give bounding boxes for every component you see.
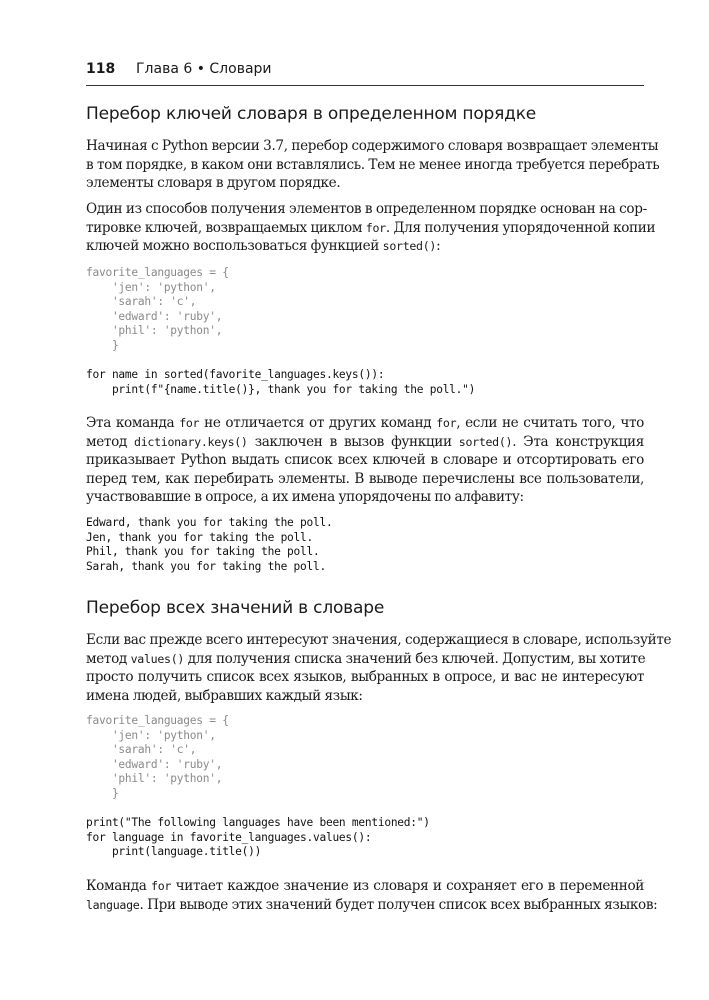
text-line (86, 219, 656, 238)
text-run: . Эта конструкция (512, 433, 644, 450)
text-line: просто получить список всех языков, выбранных в опросе, и вас не интересуют (86, 669, 644, 686)
text-run: , если не считать того, что (456, 415, 644, 431)
code-line: Phil, thank you for taking the poll. (86, 545, 320, 559)
code-line: for name in sorted(favorite_languages.keys()): (86, 368, 385, 381)
code-block-dict-2 (86, 714, 229, 802)
code-line: for language in favorite_languages.values(): (86, 830, 372, 844)
text-line (86, 414, 644, 433)
code-line: } (86, 786, 119, 800)
text-line: Один из способов получения элементов в определенном порядке основан на сор- (86, 201, 647, 217)
code-line: 'sarah': 'c', (86, 743, 197, 757)
code-line: print(language.title()) (86, 845, 262, 859)
text-run: метод (86, 650, 131, 667)
section-title-values: Перебор всех значений в словаре (86, 598, 385, 618)
code-line: favorite_languages = { (86, 266, 229, 279)
text-line: приказывает Python выдать список всех ключей в словаре и отсортировать его (86, 452, 644, 469)
text-line (86, 650, 644, 669)
page-number: 118 (86, 61, 116, 77)
code-line: 'edward': 'ruby', (86, 309, 223, 323)
text-line (86, 237, 644, 256)
inline-code: dictionary.keys() (134, 434, 248, 449)
text-run: : (436, 238, 441, 255)
inline-code: for (179, 416, 200, 430)
inline-code: for (436, 416, 457, 430)
code-line: 'phil': 'python', (86, 772, 223, 786)
text-run: заключен в вызов функции (247, 433, 459, 450)
text-line (86, 877, 644, 896)
inline-code: sorted() (458, 434, 513, 449)
paragraph-values-explanation (86, 877, 658, 914)
code-line: 'jen': 'python', (86, 728, 216, 742)
inline-code: for (365, 220, 386, 235)
code-block-sorted-loop (86, 368, 475, 397)
text-run: . При выводе этих значений будет получен список всех выбранных языков: (139, 896, 658, 913)
code-line: Jen, thank you for taking the poll. (86, 530, 313, 544)
code-line: Edward, thank you for taking the poll. (86, 516, 333, 529)
code-line: favorite_languages = { (86, 714, 229, 727)
page-header (86, 60, 644, 86)
code-line: 'edward': 'ruby', (86, 757, 223, 771)
code-block-output-1 (86, 516, 332, 574)
code-line: print(f"{name.title()}, thank you for taking the poll.") (86, 382, 476, 396)
code-line: 'phil': 'python', (86, 324, 223, 338)
code-line: 'jen': 'python', (86, 280, 216, 294)
section-title-sorted-keys: Перебор ключей словаря в определенном порядке (86, 104, 537, 124)
text-run: Эта команда (86, 415, 180, 431)
code-block-dict-1 (86, 266, 229, 354)
chapter-title: Глава 6 • Словари (136, 61, 272, 77)
text-run: Команда (86, 878, 152, 894)
code-line: Sarah, thank you for taking the poll. (86, 559, 326, 573)
code-line: } (86, 338, 119, 352)
paragraph-sorting (86, 200, 656, 256)
inline-code: for (151, 879, 172, 893)
text-line (86, 433, 644, 452)
inline-code: values() (130, 651, 185, 666)
text-run: для получения списка значений без ключей. Допустим, вы хотите (184, 650, 646, 667)
text-run: тировке ключей, возвращаемых циклом (86, 219, 366, 236)
paragraph-values (86, 631, 672, 705)
text-line: участвовавшие в опросе, а их имена упорядочены по алфавиту: (86, 489, 524, 506)
code-line: 'sarah': 'c', (86, 295, 197, 309)
text-line: перед тем, как перебирать элементы. В выводе перечислены все пользователи, (86, 470, 644, 487)
text-line: в том порядке, в каком они вставлялись. Тем не менее иногда требуется перебрать (86, 156, 660, 173)
text-line: имена людей, выбравших каждый язык: (86, 687, 363, 704)
paragraph-explanation (86, 414, 644, 507)
text-run: читает каждое значение из словаря и сохраняет его в переменной (171, 878, 644, 894)
inline-code: sorted() (382, 239, 437, 254)
text-run: метод (86, 433, 135, 450)
paragraph-intro (86, 137, 660, 193)
text-run: ключей можно воспользоваться функцией (86, 238, 383, 255)
text-line: Начиная с Python версии 3.7, перебор содержимого словаря возвращает элементы (86, 138, 659, 154)
text-line: Если вас прежде всего интересуют значения, содержащиеся в словаре, используйте (86, 632, 672, 648)
code-block-values-loop (86, 816, 430, 860)
text-run: . Для получения упорядоченной копии (385, 219, 656, 236)
inline-code: language (86, 897, 140, 912)
text-run: не отличается от других команд (199, 415, 437, 431)
text-line (86, 896, 658, 915)
code-line: print("The following languages have been mentioned:") (86, 816, 430, 829)
text-line: элементы словаря в другом порядке. (86, 175, 341, 192)
